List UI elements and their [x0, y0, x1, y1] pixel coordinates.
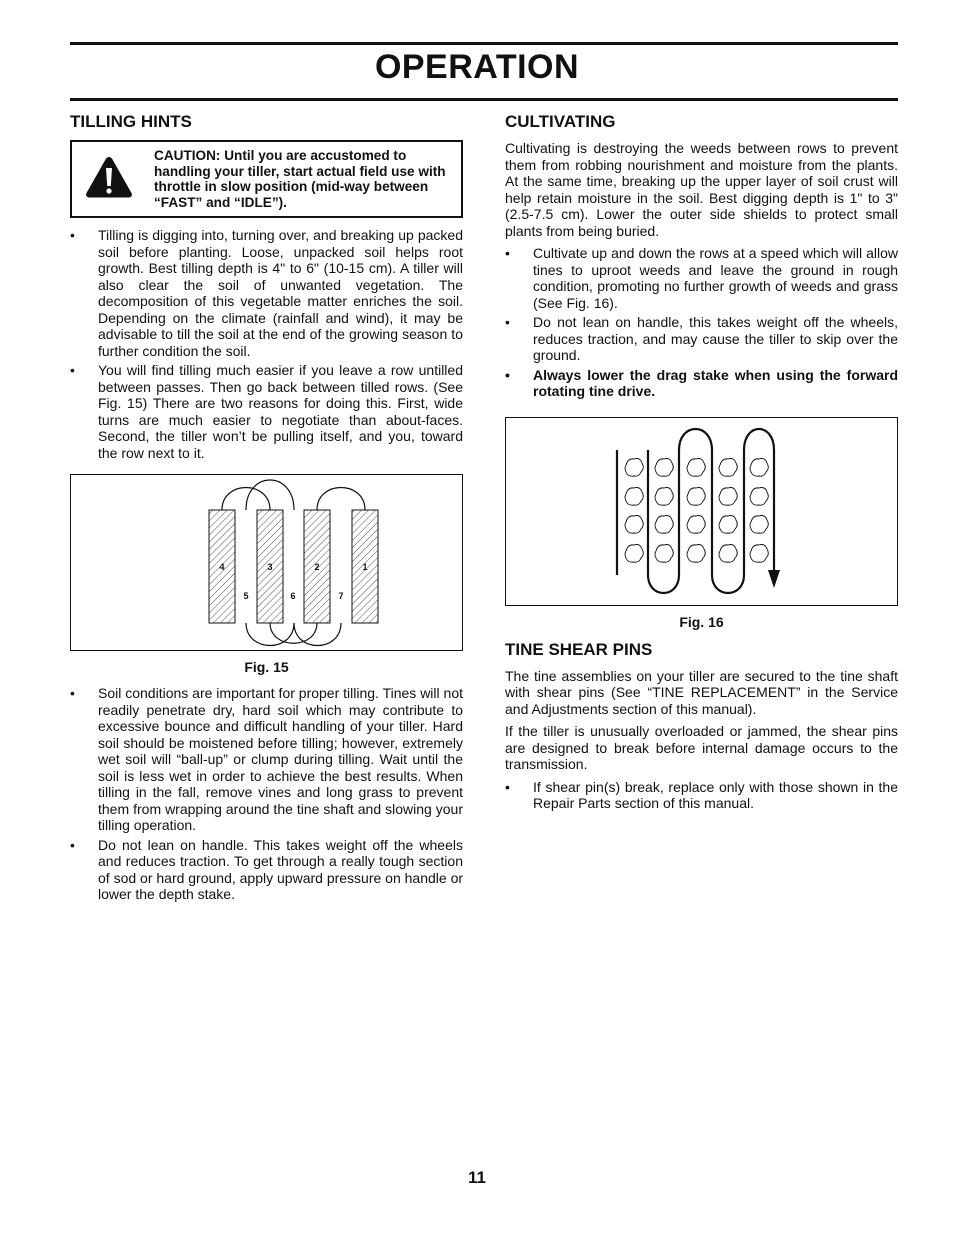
list-item: • Cultivate up and down the rows at a speed which will allow tines to uproot weeds and leave the ground in rough condition, promoting no further growth of weeds and grass (See Fig. 16). [505, 245, 898, 311]
cultivating-rows-diagram [506, 418, 897, 605]
caution-text: CAUTION: Until you are accustomed to handling your tiller, start actual field use with throttle in slow position (mid-way between “FAST” and “IDLE”). [154, 148, 446, 210]
tine-shear-pins-p1: The tine assemblies on your tiller are secured to the tine shaft with shear pins (See “TINE REPLACEMENT” in the Service and Adjustments section of this manual). [505, 667, 898, 717]
tilling-bullets [70, 227, 463, 461]
top-rule [70, 42, 898, 45]
tine-shear-pins-p2: If the tiller is unusually overloaded or jammed, the shear pins are designed to break before internal damage occurs to the transmission. [505, 723, 898, 772]
right-column [505, 112, 898, 815]
gap-label-6: 6 [290, 591, 296, 601]
list-item: • Soil conditions are important for proper tilling. Tines will not readily penetrate dry, hard soil which may contribute to excessive bounce and difficult handling of your tiller. Hard soil should be moistened before tilling; however, extremely wet soil will “ball-up” or clump during tilling. Wait until the soil is less wet in order to achieve the best results. When tilling in the fall, remove vines and long grass to prevent them from wrapping around the tine shaft and slowing your tilling operation. [70, 685, 463, 834]
tilling-rows-diagram [71, 475, 462, 650]
page-number: 11 [468, 1168, 486, 1187]
list-item: • Tilling is digging into, turning over, and breaking up packed soil before planting. Loose, unpacked soil helps root growth. Best tilling depth is 4" to 6" (10-15 cm). A tiller will also clear the soil of unwanted vegetation. The decomposition of this vegetable matter enriches the soil. Depending on the climate (rainfall and wind), it may be advisable to till the soil at the end of the growing season to further condition the soil. [70, 227, 463, 359]
warning-triangle-icon [84, 154, 134, 200]
cultivating-intro: Cultivating is destroying the weeds between rows to prevent them from robbing nourishment and moisture from the plants. At the same time, breaking up the upper layer of soil crust will help retain moisture in the soil. Best digging depth is 1" to 3" (2.5-7.5 cm). Lower the outer side shields to protect small plants from being buried. [505, 140, 898, 239]
figure-15 [70, 474, 463, 651]
title-rule [70, 98, 898, 101]
caution-box [70, 140, 463, 218]
row-label-2: 2 [314, 562, 320, 572]
row-label-4: 4 [219, 562, 225, 572]
tine-shear-pins-bullets [505, 779, 898, 812]
tine-shear-pins-heading: TINE SHEAR PINS [505, 639, 653, 659]
cultivating-heading: CULTIVATING [505, 112, 616, 131]
tilling-hints-heading: TILLING HINTS [70, 112, 192, 131]
left-column [70, 112, 463, 906]
cultivating-bullets [505, 245, 898, 400]
figure-15-caption: Fig. 15 [244, 659, 289, 675]
row-label-1: 1 [362, 562, 368, 572]
page-title: OPERATION [374, 48, 580, 86]
list-item: • You will find tilling much easier if you leave a row untilled between passes. Then go back between tilled rows. (See Fig. 15) There are two reasons for doing this. First, wide turns are much easier to negotiate than about-faces. Second, the tiller won’t be pulling itself, and you, toward the row next to it. [70, 362, 463, 461]
list-item: • If shear pin(s) break, replace only with those shown in the Repair Parts section of this manual. [505, 779, 898, 812]
list-item: • Do not lean on handle. This takes weight off the wheels and reduces traction. To get through a really tough section of sod or hard ground, apply upward pressure on handle or lower the depth stake. [70, 837, 463, 903]
tilling-bullets-2 [70, 685, 463, 903]
figure-16 [505, 417, 898, 606]
gap-label-7: 7 [338, 591, 344, 601]
list-item: • Always lower the drag stake when using the forward rotating tine drive. [505, 367, 898, 400]
figure-16-caption: Fig. 16 [679, 613, 724, 630]
list-item: • Do not lean on handle, this takes weight off the wheels, reduces traction, and may cause the tiller to skip over the ground. [505, 314, 898, 364]
row-label-3: 3 [267, 562, 273, 572]
gap-label-5: 5 [243, 591, 249, 601]
